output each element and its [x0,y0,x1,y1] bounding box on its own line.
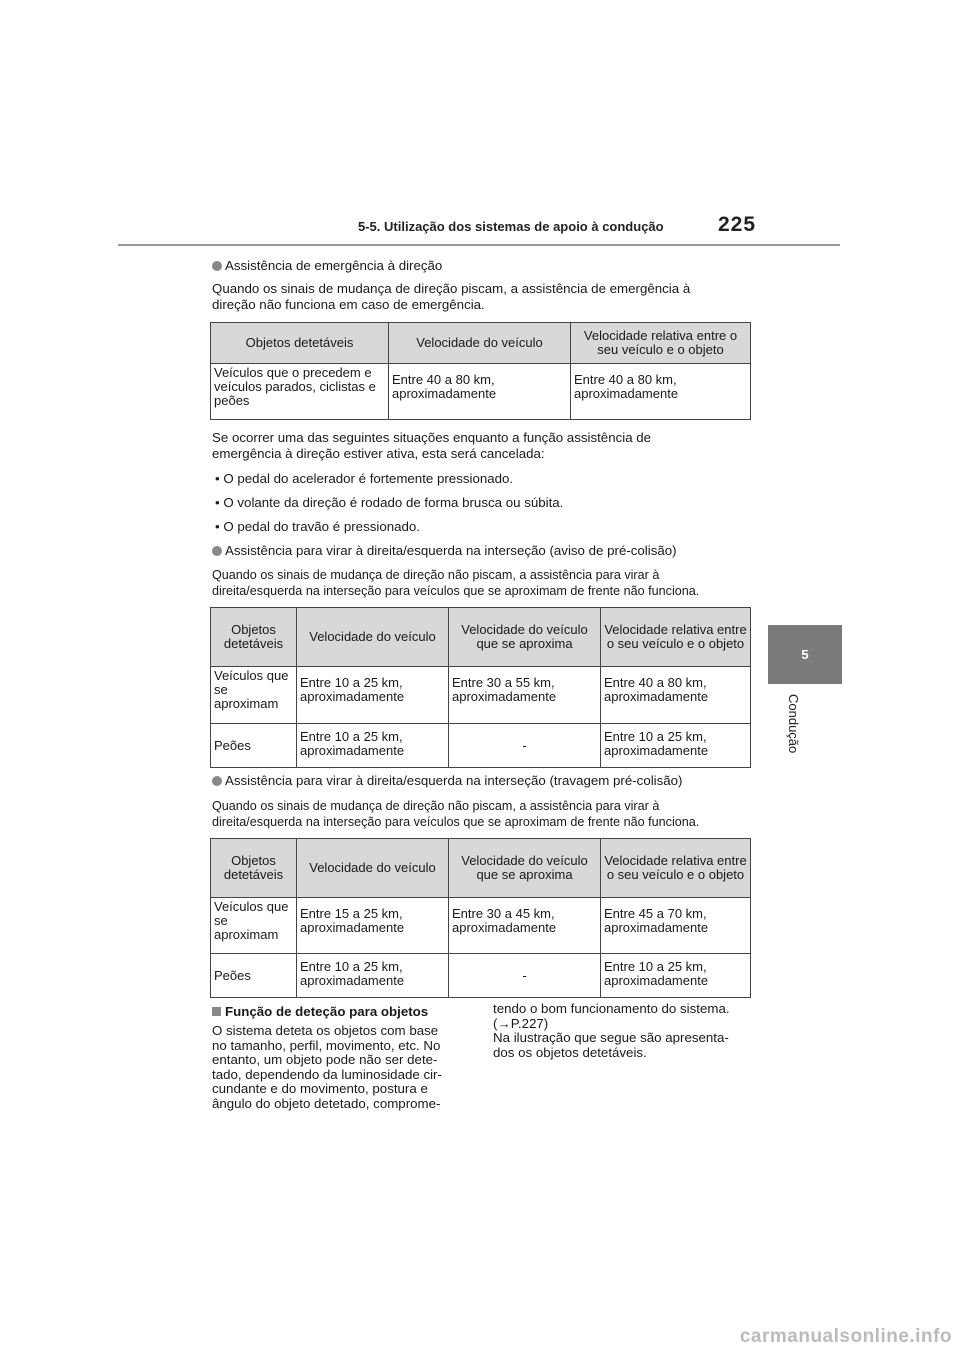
text-line: Quando os sinais de mudança de direção não piscam, a assistência para virar à [212,799,660,813]
text-line: Quando os sinais de mudança de direção não piscam, a assistência para virar à [212,568,660,582]
table-cell: Entre 40 a 80 km, aproximadamente [389,364,571,420]
table-cell: Veículos que se aproximam [211,898,297,954]
table-header-cell: Velocidade do veículo [297,608,449,667]
table-header-cell: Velocidade relativa entre o seu veículo e o objeto [601,839,751,898]
section4-col2 [493,1002,730,1060]
table-header-cell: Velocidade relativa entre o seu veículo e o objeto [601,608,751,667]
text-line: emergência à direção estiver ativa, esta será cancelada: [212,446,545,461]
table-header-cell: Velocidade do veículo [297,839,449,898]
section1-heading-text: Assistência de emergência à direção [225,258,443,273]
section2-intro [212,567,699,599]
table-cell: Veículos que se aproximam [211,667,297,724]
table-cell: Entre 10 a 25 km, aproximadamente [601,954,751,998]
section1-heading [212,258,442,274]
table-row [211,724,751,768]
table-cell: Entre 10 a 25 km, aproximadamente [601,724,751,768]
section-title: 5-5. Utilização dos sistemas de apoio à condução [358,219,664,234]
bullet-icon [212,776,222,786]
text-line: Se ocorrer uma das seguintes situações enquanto a função assistência de [212,430,652,445]
text-line: direção não funciona em caso de emergência. [212,297,485,312]
table-row [211,954,751,998]
bullet-icon [212,546,222,556]
text-line: direita/esquerda na interseção para veículos que se aproximam de frente não funciona. [212,815,700,829]
list-item: O pedal do travão é pressionado. [223,519,420,534]
table-cell: Entre 10 a 25 km, aproximadamente [297,667,449,724]
text-line: entanto, um objeto pode não ser dete- [212,1052,438,1067]
table-cell: Entre 30 a 55 km, aproximadamente [449,667,601,724]
chapter-tab [768,625,842,684]
page-reference-link[interactable]: P.227) [510,1015,549,1031]
table-turn-braking [210,838,751,998]
text-line: Na ilustração que segue são apresenta- [493,1030,729,1045]
chapter-number: 5 [801,647,809,662]
page-reference[interactable] [493,1017,730,1032]
cancel-list-item: • O volante da direção é rodado de forma brusca ou súbita. [215,495,564,510]
table-cell: Entre 15 a 25 km, aproximadamente [297,898,449,954]
table-header-row [211,839,751,898]
section3-heading-text: Assistência para virar à direita/esquerda na interseção (travagem pré-colisão) [225,773,683,788]
cancel-list-item: • O pedal do acelerador é fortemente pressionado. [215,471,514,486]
text-line: Quando os sinais de mudança de direção piscam, a assistência de emergência à [212,281,691,296]
table-header-cell: Objetos detetáveis [211,839,297,898]
section4-heading [212,1004,428,1020]
cancel-list-item: • O pedal do travão é pressionado. [215,519,420,534]
text-line: direita/esquerda na interseção para veículos que se aproximam de frente não funciona. [212,584,700,598]
table-cell: Veículos que o precedem e veículos parados, ciclistas e peões [211,364,389,420]
table-cell: Entre 45 a 70 km, aproximadamente [601,898,751,954]
table-cell: - [449,724,601,768]
table-header-cell: Velocidade relativa entre o seu veículo e o objeto [571,323,751,364]
chapter-label-text: Condução [786,694,801,754]
arrow-right-icon: → [497,1015,511,1031]
text-line: ângulo do objeto detetado, comprome- [212,1095,441,1111]
chapter-label [785,694,805,774]
table-row [211,364,751,420]
table-header-cell: Velocidade do veículo que se aproxima [449,608,601,667]
cancel-intro [212,430,651,462]
table-header-cell: Velocidade do veículo [389,323,571,364]
text-line: cundante e do movimento, postura e [212,1081,428,1096]
table-header-cell: Objetos detetáveis [211,608,297,667]
list-item: O pedal do acelerador é fortemente pressionado. [223,471,514,486]
section1-intro [212,281,690,313]
table-cell: Peões [211,954,297,998]
text-line: tendo o bom funcionamento do sistema. [493,1001,730,1016]
table-cell: Entre 10 a 25 km, aproximadamente [297,954,449,998]
table-row [211,898,751,954]
table-header-cell: Objetos detetáveis [211,323,389,364]
text-line: no tamanho, perfil, movimento, etc. No [212,1037,441,1053]
table-cell: Entre 40 a 80 km, aproximadamente [571,364,751,420]
text-line: tado, dependendo da luminosidade cir- [212,1066,442,1082]
table-header-row [211,608,751,667]
table-cell: Entre 10 a 25 km, aproximadamente [297,724,449,768]
text-fragment: ( [493,1015,498,1031]
section3-heading [212,773,682,789]
table-header-cell: Velocidade do veículo que se aproxima [449,839,601,898]
section2-heading [212,543,677,559]
page-number: 225 [718,213,757,236]
header-divider [118,244,840,246]
watermark: carmanualsonline.info [739,1326,952,1347]
table-header-row [211,323,751,364]
table-cell: Entre 40 a 80 km, aproximadamente [601,667,751,724]
section4-heading-text: Função de deteção para objetos [225,1004,429,1019]
table-turn-warning [210,607,751,768]
list-item: O volante da direção é rodado de forma brusca ou súbita. [223,495,564,510]
table-cell: Entre 30 a 45 km, aproximadamente [449,898,601,954]
section4-col1 [212,1024,442,1111]
bullet-icon [212,261,222,271]
table-emergency-steering [210,322,751,420]
table-row [211,667,751,724]
text-line: dos os objetos detetáveis. [493,1044,647,1060]
table-cell: - [449,954,601,998]
text-line: O sistema deteta os objetos com base [212,1023,439,1038]
square-bullet-icon [212,1007,221,1016]
table-cell: Peões [211,724,297,768]
section2-heading-text: Assistência para virar à direita/esquerda na interseção (aviso de pré-colisão) [225,543,677,558]
section3-intro [212,798,699,830]
